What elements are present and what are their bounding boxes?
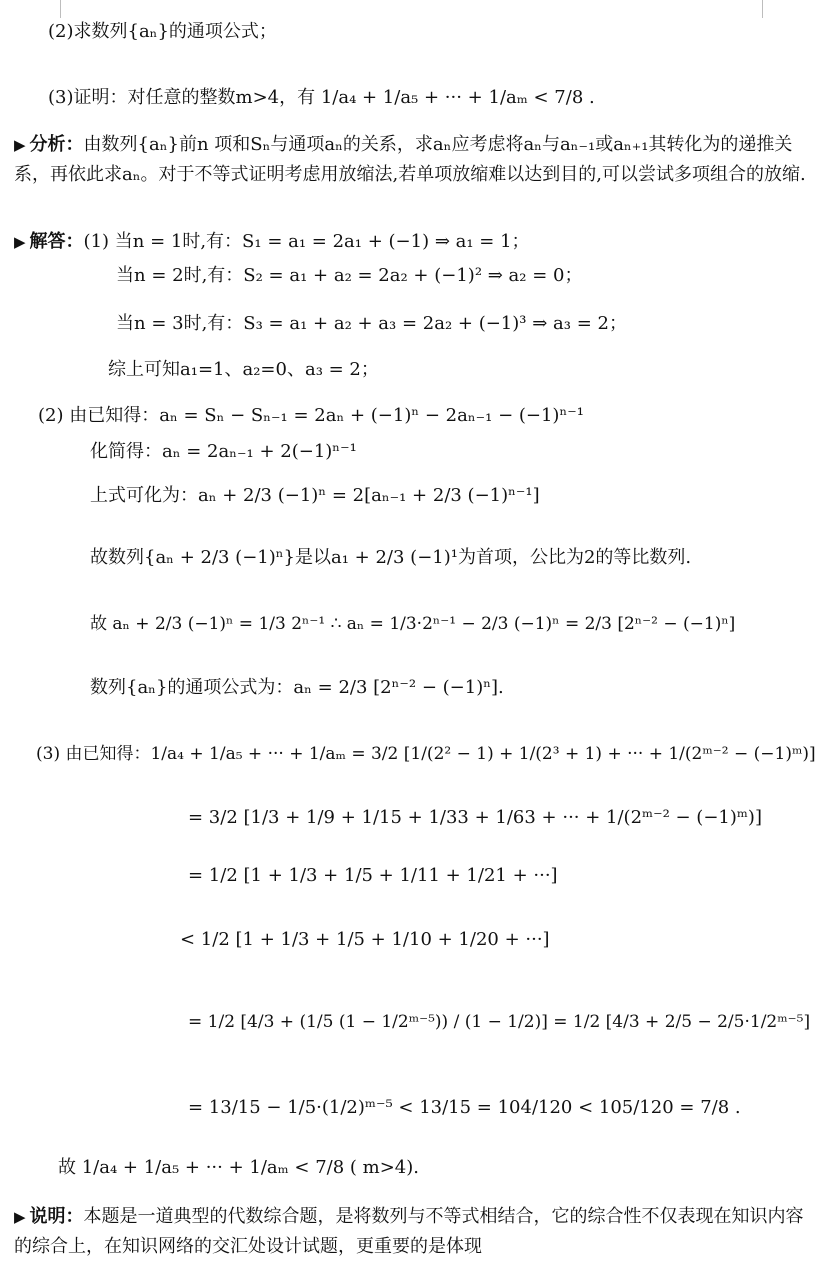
answer-1-second: 当n = 2时,有：S₂ = a₁ + a₂ = 2a₂ + (−1)² ⇒ a₂ = 0；: [116, 265, 583, 286]
answer-1-third: 当n = 3时,有：S₃ = a₁ + a₂ + a₃ = 2a₂ + (−1)³ ⇒ a₃ = 2；: [116, 313, 627, 334]
analysis-text: 由数列{aₙ}前n 项和Sₙ与通项aₙ的关系，求aₙ应考虑将aₙ与aₙ₋₁或aₙ₊₁其转化为的递推关系，再依此求aₙ。对于不等式证明考虑用放缩法,若单项放缩难以达到目的,可以尝试多项组合的放缩.: [14, 134, 806, 185]
triangle-marker-icon: ▶: [14, 1208, 26, 1226]
answer-2-step-5: 故 aₙ + 2/3 (−1)ⁿ = 1/3 2ⁿ⁻¹ ∴ aₙ = 1/3·2ⁿ⁻¹ − 2/3 (−1)ⁿ = 2/3 [2ⁿ⁻² − (−1)ⁿ]: [90, 614, 736, 634]
answer-1-summary: 综上可知a₁=1、a₂=0、a₃ = 2；: [108, 359, 379, 380]
triangle-marker-icon: ▶: [14, 233, 26, 251]
answer-label: 解答：: [29, 231, 84, 252]
answer-1-first: (1) 当n = 1时,有：S₁ = a₁ = 2a₁ + (−1) ⇒ a₁ = 1；: [83, 231, 530, 252]
answer-2-step-1: (2) 由已知得：aₙ = Sₙ − Sₙ₋₁ = 2aₙ + (−1)ⁿ − 2aₙ₋₁ − (−1)ⁿ⁻¹: [38, 405, 584, 426]
answer-2-step-2: 化简得：aₙ = 2aₙ₋₁ + 2(−1)ⁿ⁻¹: [90, 441, 357, 462]
margin-mark-left: [60, 0, 61, 18]
answer-2-formula: 数列{aₙ}的通项公式为：aₙ = 2/3 [2ⁿ⁻² − (−1)ⁿ].: [90, 677, 504, 698]
question-3: (3)证明：对任意的整数m>4，有 1/a₄ + 1/a₅ + ··· + 1/aₘ < 7/8 .: [48, 87, 595, 108]
analysis-paragraph: [14, 130, 814, 190]
answer-3-step-4: < 1/2 [1 + 1/3 + 1/5 + 1/10 + 1/20 + ···]: [180, 929, 550, 950]
note-paragraph: [14, 1202, 814, 1262]
answer-3-step-5: = 1/2 [4/3 + (1/5 (1 − 1/2ᵐ⁻⁵)) / (1 − 1/2)] = 1/2 [4/3 + 2/5 − 2/5·1/2ᵐ⁻⁵]: [188, 1012, 811, 1032]
answer-2-step-3: 上式可化为：aₙ + 2/3 (−1)ⁿ = 2[aₙ₋₁ + 2/3 (−1)ⁿ⁻¹]: [90, 485, 540, 506]
conclusion: 故 1/a₄ + 1/a₅ + ··· + 1/aₘ < 7/8 ( m>4).: [58, 1157, 419, 1178]
question-2: (2)求数列{aₙ}的通项公式；: [48, 21, 277, 42]
answer-2-step-4: 故数列{aₙ + 2/3 (−1)ⁿ}是以a₁ + 2/3 (−1)¹为首项，公比为2的等比数列.: [90, 547, 692, 568]
analysis-label: 分析：: [29, 134, 84, 155]
answer-3-step-3: = 1/2 [1 + 1/3 + 1/5 + 1/11 + 1/21 + ···]: [188, 865, 558, 886]
answer-3-step-6: = 13/15 − 1/5·(1/2)ᵐ⁻⁵ < 13/15 = 104/120 < 105/120 = 7/8 .: [188, 1097, 741, 1118]
note-text: 本题是一道典型的代数综合题，是将数列与不等式相结合，它的综合性不仅表现在知识内容的综合上，在知识网络的交汇处设计试题，更重要的是体现: [14, 1206, 804, 1257]
answer-3-step-2: = 3/2 [1/3 + 1/9 + 1/15 + 1/33 + 1/63 + ··· + 1/(2ᵐ⁻² − (−1)ᵐ)]: [188, 807, 762, 828]
answer-3-step-1: (3) 由已知得：1/a₄ + 1/a₅ + ··· + 1/aₘ = 3/2 [1/(2² − 1) + 1/(2³ + 1) + ··· + 1/(2ᵐ⁻² − (−1)ᵐ)]: [36, 744, 816, 764]
answer-heading: [14, 230, 530, 254]
note-label: 说明：: [29, 1206, 84, 1227]
triangle-marker-icon: ▶: [14, 136, 26, 154]
margin-mark-right: [762, 0, 763, 18]
